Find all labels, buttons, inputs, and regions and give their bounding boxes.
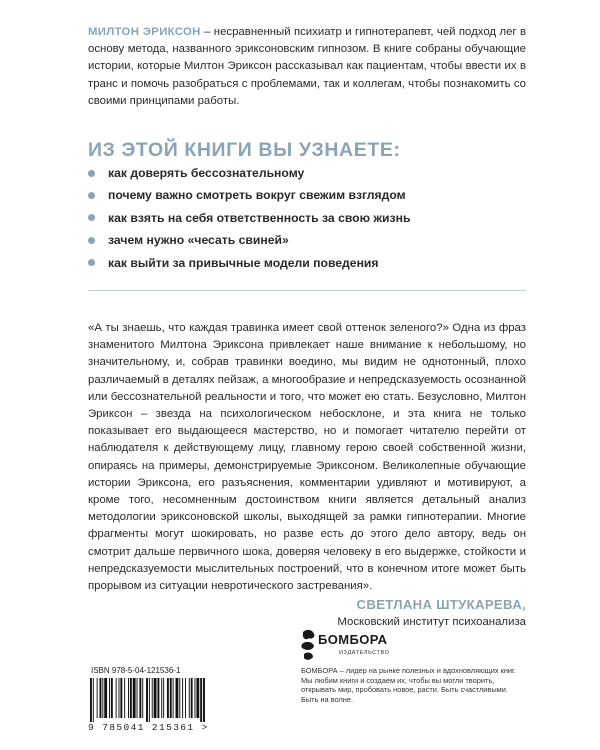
bullet-dot-icon	[88, 237, 95, 244]
publisher-subtitle: ИЗДАТЕЛЬСТВО	[339, 650, 390, 656]
barcode-bar	[102, 678, 103, 718]
barcode-block	[88, 666, 284, 734]
bullet-dot-icon	[88, 259, 95, 266]
barcode-bar	[195, 678, 196, 718]
barcode-bar	[161, 678, 162, 718]
barcode-bar	[167, 678, 169, 718]
barcode-bar	[200, 678, 202, 722]
publisher-description: БОМБОРА – лидер на рынке полезных и вдохновляющих книг. Мы любим книги и создаем их, чтобы вы могли творить, открывать мир, пробовать новое, расти. Быть счастливыми. Быть на волне.	[301, 666, 516, 704]
list-item	[88, 162, 410, 184]
list-item	[88, 229, 410, 251]
bullet-dot-icon	[88, 170, 95, 177]
publisher-name: БОМБОРА	[318, 632, 388, 647]
barcode-bar	[154, 678, 157, 718]
barcode-bar	[149, 678, 150, 722]
barcode-bar	[179, 678, 180, 718]
list-item-text: почему важно смотреть вокруг свежим взглядом	[108, 188, 406, 203]
barcode-icon	[88, 678, 268, 722]
barcode-bar	[137, 678, 138, 718]
barcode-bar	[93, 678, 94, 722]
list-item-text: как взять на себя ответственность за свою жизнь	[108, 210, 411, 225]
intro-text: – несравненный психиатр и гипнотерапевт, чей подход лег в основу метода, названного эриксоновским гипнозом. В книге собраны обучающие истории, которые Милтон Эриксон рассказывал как пациентам, чтобы ввести их в транс и помочь разобраться с проблемами, так и коллегам, чтобы познакомить со своими принципами работы.	[88, 26, 526, 107]
barcode-bar	[157, 678, 159, 718]
learn-list	[88, 162, 410, 274]
barcode-bar	[109, 678, 110, 718]
list-item-text: как выйти за привычные модели поведения	[108, 255, 379, 270]
barcode-bar	[173, 678, 174, 718]
learn-heading: ИЗ ЭТОЙ КНИГИ ВЫ УЗНАЕТЕ:	[88, 139, 401, 161]
list-item	[88, 252, 410, 274]
isbn-label: ISBN 978-5-04-121536-1	[91, 666, 181, 675]
list-item	[88, 184, 410, 206]
barcode-bar	[170, 678, 172, 718]
barcode-bar	[111, 678, 113, 718]
bullet-dot-icon	[88, 192, 95, 199]
quote-author-organization: Московский институт психоанализа	[337, 616, 526, 628]
list-item-text: как доверять бессознательному	[108, 166, 305, 180]
bullet-dot-icon	[88, 214, 95, 221]
barcode-bar	[120, 678, 122, 718]
barcode-bar	[116, 678, 117, 718]
barcode-digits: 9 785041 215361 >	[88, 722, 209, 733]
barcode-bar	[128, 678, 129, 718]
barcode-bar	[176, 678, 179, 718]
barcode-bar	[97, 678, 98, 718]
barcode-bar	[90, 678, 92, 722]
author-name: МИЛТОН ЭРИКСОН	[88, 26, 201, 38]
list-item-text: зачем нужно «чесать свиней»	[108, 233, 289, 248]
barcode-bar	[119, 678, 120, 718]
barcode-bar	[139, 678, 141, 718]
barcode-bar	[104, 678, 107, 718]
quote-paragraph: «А ты знаешь, что каждая травинка имеет свой оттенок зеленого?» Одна из фраз знаменитого Милтона Эриксона привлекает наше внимание к небольшому, но значительному, и, собрав травинки воедино, мы видим не однотонный, плохо различаемый в деталях пейзаж, а многообразие и непредсказуемость осознанной или бессознательной реальности и того, что может ею стать. Безусловно, Милтон Эриксон – звезда на психологическом небосклоне, и эта книга не только показывает его выдающееся мастерство, но и помогает читателю перейти от наблюдателя к действующему лицу, главному герою своей собственной жизни, опираясь на примеры, демонстрируемые Эриксоном. Великолепные обучающие истории Эриксона, его разъяснения, комментарии удивляют и мотивируют, а кроме того, несомненным достоинством книги является детальный анализ методологии эриксоновской школы, выходящей за рамки гипнотерапии. Многие фрагменты могут шокировать, но разве есть до этого дело автору, ведь он смотрит дальше первичного шока, доверяя человеку в его выдержке, стойкости и непредсказуемости мыслительных построений, что в конечном итоге может быть прорывом из ситуации невротического застревания».	[88, 322, 526, 593]
list-item	[88, 207, 410, 229]
barcode-bar	[185, 678, 186, 718]
barcode-bar	[146, 678, 148, 722]
barcode-bar	[142, 678, 143, 718]
intro-paragraph	[88, 24, 526, 110]
section-divider	[88, 290, 526, 291]
barcode-bar	[152, 678, 153, 718]
barcode-bar	[196, 678, 199, 718]
barcode-bar	[163, 678, 164, 718]
barcode-bar	[100, 678, 102, 718]
barcode-bar	[191, 678, 193, 718]
barcode-bar	[124, 678, 125, 718]
quote-author-name: СВЕТЛАНА ШТУКАРЕВА,	[356, 597, 526, 612]
barcode-bar	[189, 678, 190, 718]
barcode-bar	[130, 678, 132, 718]
barcode-bar	[203, 678, 205, 722]
barcode-bar	[133, 678, 136, 718]
barcode-bar	[182, 678, 183, 718]
